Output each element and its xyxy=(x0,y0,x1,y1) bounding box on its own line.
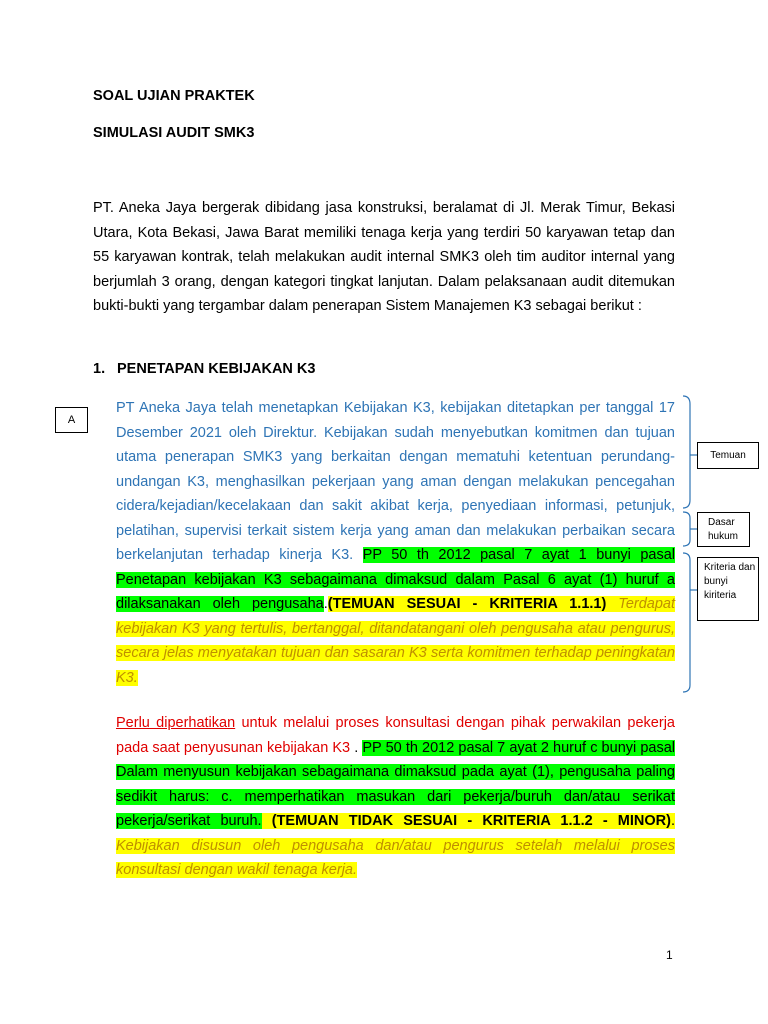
doc-subtitle: SIMULASI AUDIT SMK3 xyxy=(93,125,255,141)
note-separator: . xyxy=(350,739,363,756)
verdict-text: (TEMUAN SESUAI - KRITERIA 1.1.1) xyxy=(327,596,607,612)
legal-basis-text: PP 50 th 2012 pasal 7 ayat 1 bunyi pasal Penetapan kebijakan K3 sebagaimana dimaksud dalam Pasal 6 ayat (1) huruf a dilaksanakan oleh pengusaha xyxy=(116,547,675,612)
verdict-end-b: . xyxy=(670,813,675,829)
finding-paragraph-b xyxy=(116,711,675,883)
note-label: Perlu diperhatikan xyxy=(116,715,236,731)
label-box-dasar-hukum: Dasar hukum xyxy=(697,512,750,547)
criteria-text: Terdapat kebijakan K3 yang tertulis, bertanggal, ditandatangani oleh pengusaha atau pengurus, secara jelas menyatakan tujuan dan sasaran K3 serta komitmen terhadap peningkatan K3. xyxy=(116,596,675,686)
label-box-a: A xyxy=(55,407,88,433)
legal-basis-text-b: PP 50 th 2012 pasal 7 ayat 2 huruf c bunyi pasal Dalam menyusun kebijakan sebagaimana dimaksud pada ayat (1), pengusaha paling sedikit harus: c. memperhatikan masukan dari pekerja/buruh dan/atau serikat pekerja/serikat buruh. xyxy=(116,739,676,829)
intro-paragraph: PT. Aneka Jaya bergerak dibidang jasa konstruksi, beralamat di Jl. Merak Timur, Bekasi Utara, Kota Bekasi, Jawa Barat memiliki tenaga kerja yang terdiri 50 karyawan tetap dan 55 karyawan kontrak, telah melakukan audit internal SMK3 oleh tim auditor internal yang berjumlah 3 orang, dengan kategori tingkat lanjutan. Dalam pelaksanaan audit ditemukan bukti-bukti yang tergambar dalam penerapan Sistem Manajemen K3 sebagai berikut : xyxy=(93,200,675,314)
legal-basis-end: . xyxy=(323,596,328,612)
bracket-dasar xyxy=(683,512,690,546)
criteria-text-b: Kebijakan disusun oleh pengusaha dan/atau pengurus setelah melalui proses konsultasi dengan wakil tenaga kerja. xyxy=(116,837,675,878)
bracket-temuan xyxy=(683,396,690,508)
finding-text: PT Aneka Jaya telah menetapkan Kebijakan K3, kebijakan ditetapkan per tanggal 17 Desember 2021 oleh Direktur. Kebijakan sudah menyebutkan komitmen dan tujuan utama penerapan SMK3 yang berkaitan dengan mematuhi ketentuan perundang-undangan K3, menghasilkan pekerjaan yang aman dengan melakukan pencegahan cidera/kejadian/kecelakaan dan sakit akibat kerja, penyediaan informasi, petunjuk, pelatihan, supervisi terkait sistem kerja yang aman dan melakukan perbaikan secara berkelanjutan terhadap kinerja K3. xyxy=(116,400,675,563)
page-number: 1 xyxy=(666,948,673,962)
section-title: PENETAPAN KEBIJAKAN K3 xyxy=(117,361,316,377)
label-box-kriteria: Kriteria dan bunyi kiriteria xyxy=(697,557,759,621)
section-heading xyxy=(93,361,315,377)
verdict-text-b: (TEMUAN TIDAK SESUAI - KRITERIA 1.1.2 - MINOR) xyxy=(261,813,671,829)
section-number: 1. xyxy=(93,361,106,377)
note-text: untuk melalui proses konsultasi dengan pihak perwakilan pekerja pada saat penyusunan kebijakan K3 xyxy=(116,715,675,756)
finding-paragraph-a xyxy=(116,396,675,690)
doc-title: SOAL UJIAN PRAKTEK xyxy=(93,88,255,104)
label-box-temuan: Temuan xyxy=(697,442,759,469)
bracket-kriteria xyxy=(683,553,690,692)
